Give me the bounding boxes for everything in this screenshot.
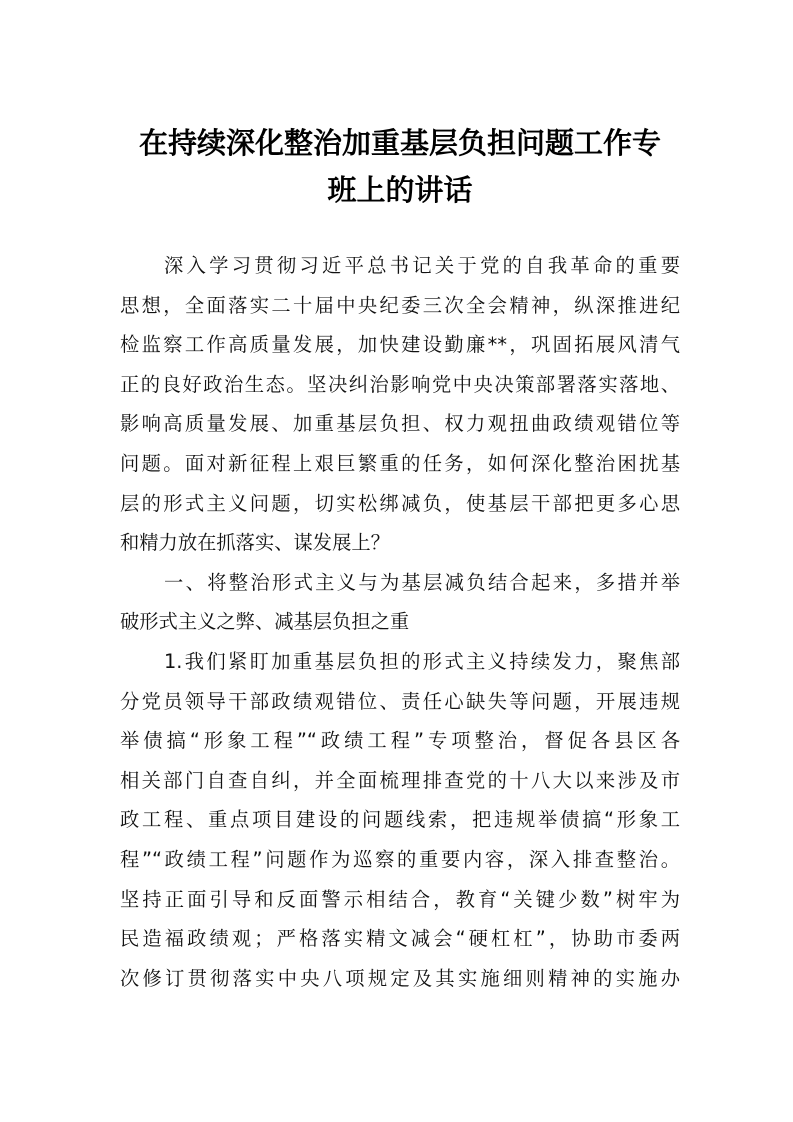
body-line: 坚持正面引导和反面警示相结合，教育“关键少数”树牢为 (120, 887, 680, 911)
body-line: 政工程、重点项目建设的问题线索，把违规举债搞“形象工 (120, 808, 680, 832)
body-line: 民造福政绩观；严格落实精文减会“硬杠杠”，协助市委两 (120, 927, 680, 951)
document-body (120, 246, 680, 998)
body-line: 影响高质量发展、加重基层负担、权力观扭曲政绩观错位等 (120, 412, 680, 436)
section-heading-line: 一、将整治形式主义与为基层减负结合起来，多措并举 (164, 570, 680, 594)
body-line: 问题。面对新征程上艰巨繁重的任务，如何深化整治困扰基 (120, 451, 680, 475)
body-line: 思想，全面落实二十届中央纪委三次全会精神，纵深推进纪 (120, 293, 680, 317)
body-line: 举债搞“形象工程”“政绩工程”专项整治，督促各县区各 (120, 729, 680, 753)
body-line: 1.我们紧盯加重基层负担的形式主义持续发力，聚焦部 (164, 649, 680, 673)
body-line: 检监察工作高质量发展，加快建设勤廉**，巩固拓展风清气 (120, 333, 680, 357)
body-line: 分党员领导干部政绩观错位、责任心缺失等问题，开展违规 (120, 689, 680, 713)
section-heading-line: 破形式主义之弊、减基层负担之重 (120, 610, 410, 634)
body-line: 相关部门自查自纠，并全面梳理排查党的十八大以来涉及市 (120, 768, 680, 792)
body-line: 正的良好政治生态。坚决纠治影响党中央决策部署落实落地、 (120, 372, 680, 396)
body-line: 程”“政绩工程”问题作为巡察的重要内容，深入排查整治。 (120, 847, 680, 871)
body-line: 深入学习贯彻习近平总书记关于党的自我革命的重要 (164, 254, 680, 277)
body-line: 层的形式主义问题，切实松绑减负，使基层干部把更多心思 (120, 491, 680, 515)
body-line: 和精力放在抓落实、谋发展上？ (120, 531, 390, 555)
document-title-line-1: 在持续深化整治加重基层负担问题工作专 (138, 126, 661, 160)
document-title-line-2: 班上的讲话 (327, 173, 473, 207)
body-line: 次修订贯彻落实中央八项规定及其实施细则精神的实施办 (120, 966, 680, 990)
